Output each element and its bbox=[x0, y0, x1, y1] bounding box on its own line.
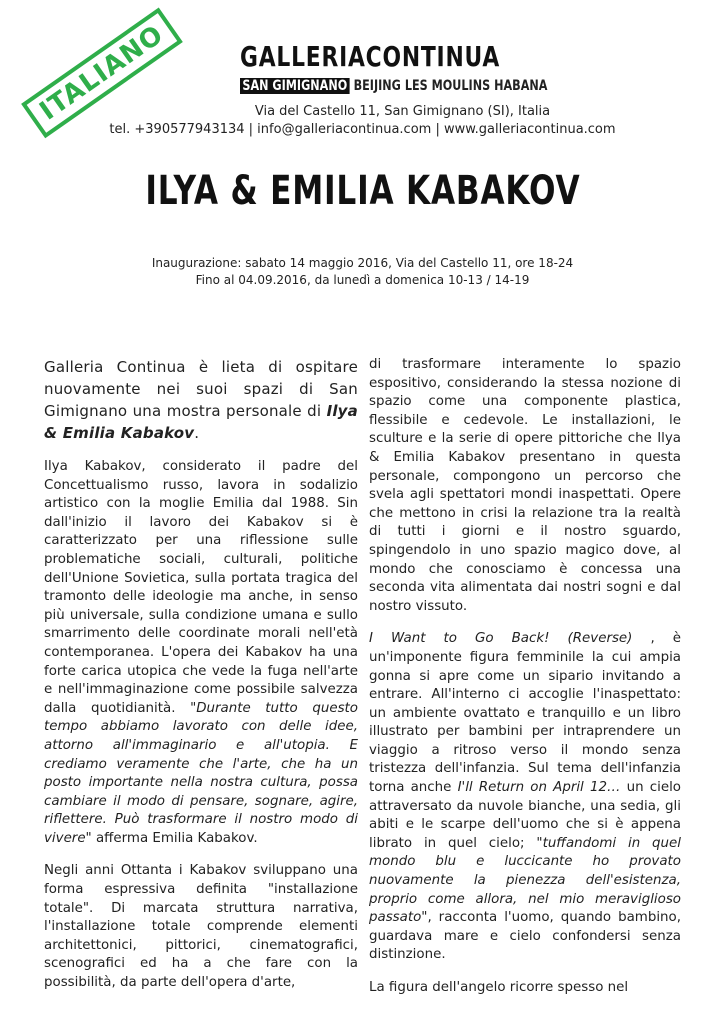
opening-info: Inaugurazione: sabato 14 maggio 2016, Via del Castello 11, ore 18-24 bbox=[151, 256, 574, 270]
city-san-gimignano: SAN GIMIGNANO bbox=[240, 78, 350, 94]
exhibition-title-wrap bbox=[0, 168, 725, 214]
right-column bbox=[369, 356, 681, 1012]
city-les-moulins: LES MOULINS bbox=[404, 78, 491, 94]
left-column bbox=[44, 356, 358, 1007]
gallery-cities bbox=[240, 78, 547, 94]
work-title-i-want-to-go-back: I Want to Go Back! (Reverse) bbox=[369, 631, 633, 647]
exhibition-title: ILYA & EMILIA KABAKOV bbox=[144, 168, 581, 214]
space-paragraph: di trasformare interamente lo spazio espositivo, considerando la stessa nozione di spazio come una componente plastica, flessibile e cedevole. Le installazioni, le sculture e la serie di opere pittoriche che Ilya & Emilia Kabakov presentano in questa personale, compongono un percorso che svela agli spettatori mondi inaspettati. Opere che mettono in crisi la relazione tra la realtà di tutti i giorni e il nostro sguardo, spingendolo in uno spazio magico dove, al mondo che conosciamo è concessa una seconda vita alimentata dai nostri sogni e dal nostro vissuto. bbox=[369, 357, 681, 614]
gallery-contacts: tel. +390577943134 | info@galleriacontinua.com | www.galleriacontinua.com bbox=[109, 122, 616, 137]
installation-paragraph: Negli anni Ottanta i Kabakov sviluppano una forma espressiva definita "installazione totale". Di marcata struttura narrativa, l'installazione totale comprende elementi architettonici, pittorici, cinematografici, scenografici ed ha a che fare con la possibilità, da parte dell'opera d'arte, bbox=[44, 863, 358, 991]
works-quote: "tuffandomi in quel mondo blu e luccicante ho provato nuovamente la pienezza dell'esistenza, proprio come allora, nel mio meraviglioso passato" bbox=[369, 835, 681, 926]
works-text-a: , è un'imponente figura femminile la cui ampia gonna si apre come un sipario invitando a entrare. All'interno ci accoglie l'inaspettato: un ambiente ovattato e tranquillo e un libro illustrato per bambini per intraprendere un viaggio a ritroso verso il mondo senza tristezza dell'infanzia. Sul tema dell'infanzia torna anche bbox=[369, 631, 681, 796]
italiano-stamp: ITALIANO bbox=[21, 8, 183, 139]
dates-info: Fino al 04.09.2016, da lunedì a domenica 10-13 / 14-19 bbox=[195, 273, 530, 287]
bio-paragraph bbox=[44, 458, 358, 848]
city-beijing: BEIJING bbox=[353, 78, 401, 94]
work-title-april-12: I'll Return on April 12… bbox=[457, 780, 621, 796]
lead-artist-name: Ilya & Emilia Kabakov bbox=[44, 402, 358, 442]
gallery-logo: GALLERIACONTINUA bbox=[240, 40, 501, 73]
lead-paragraph bbox=[44, 356, 358, 444]
works-text-b: un cielo attraversato da nuvole bianche, una sedia, gli abiti e le scarpe dell'uomo che si è appena librato in quel cielo; bbox=[369, 780, 681, 851]
city-habana: HABANA bbox=[494, 78, 548, 94]
works-paragraph bbox=[369, 630, 681, 965]
works-text-c: , racconta l'uomo, quando bambino, guardava mare e cielo confondersi senza distinzione. bbox=[369, 910, 681, 963]
angel-paragraph: La figura dell'angelo ricorre spesso nel bbox=[369, 980, 629, 995]
lead-end: . bbox=[194, 424, 200, 442]
bio-end: afferma Emilia Kabakov. bbox=[91, 830, 258, 846]
lead-text: Galleria Continua è lieta di ospitare nuovamente nei suoi spazi di San Gimignano una mostra personale di bbox=[44, 358, 358, 420]
bio-text: Ilya Kabakov, considerato il padre del Concettualismo russo, lavora in sodalizio artistico con la moglie Emilia dal 1988. Sin dall'inizio il lavoro dei Kabakov si è caratterizzato per una riflessione sulle problematiche sociali, culturali, politiche dell'Unione Sovietica, sulla portata tragica del tramonto delle ideologie ma anche, in senso più universale, sulla condizione umana e sullo smarrimento delle coordinate morali nell'età contemporanea. L'opera dei Kabakov ha una forte carica utopica che vede la fuga nell'arte e nell'immaginazione come possibile salvezza dalla quotidianità. bbox=[44, 459, 358, 716]
bio-quote: "Durante tutto questo tempo abbiamo lavorato con delle idee, attorno all'immaginario e all'utopia. E crediamo veramente che l'arte, che ha un posto importante nella nostra cultura, possa cambiare il modo di pensare, sognare, agire, riflettere. Può trasformare il nostro modo di vivere" bbox=[44, 700, 358, 846]
gallery-address: Via del Castello 11, San Gimignano (SI), Italia bbox=[254, 104, 551, 119]
